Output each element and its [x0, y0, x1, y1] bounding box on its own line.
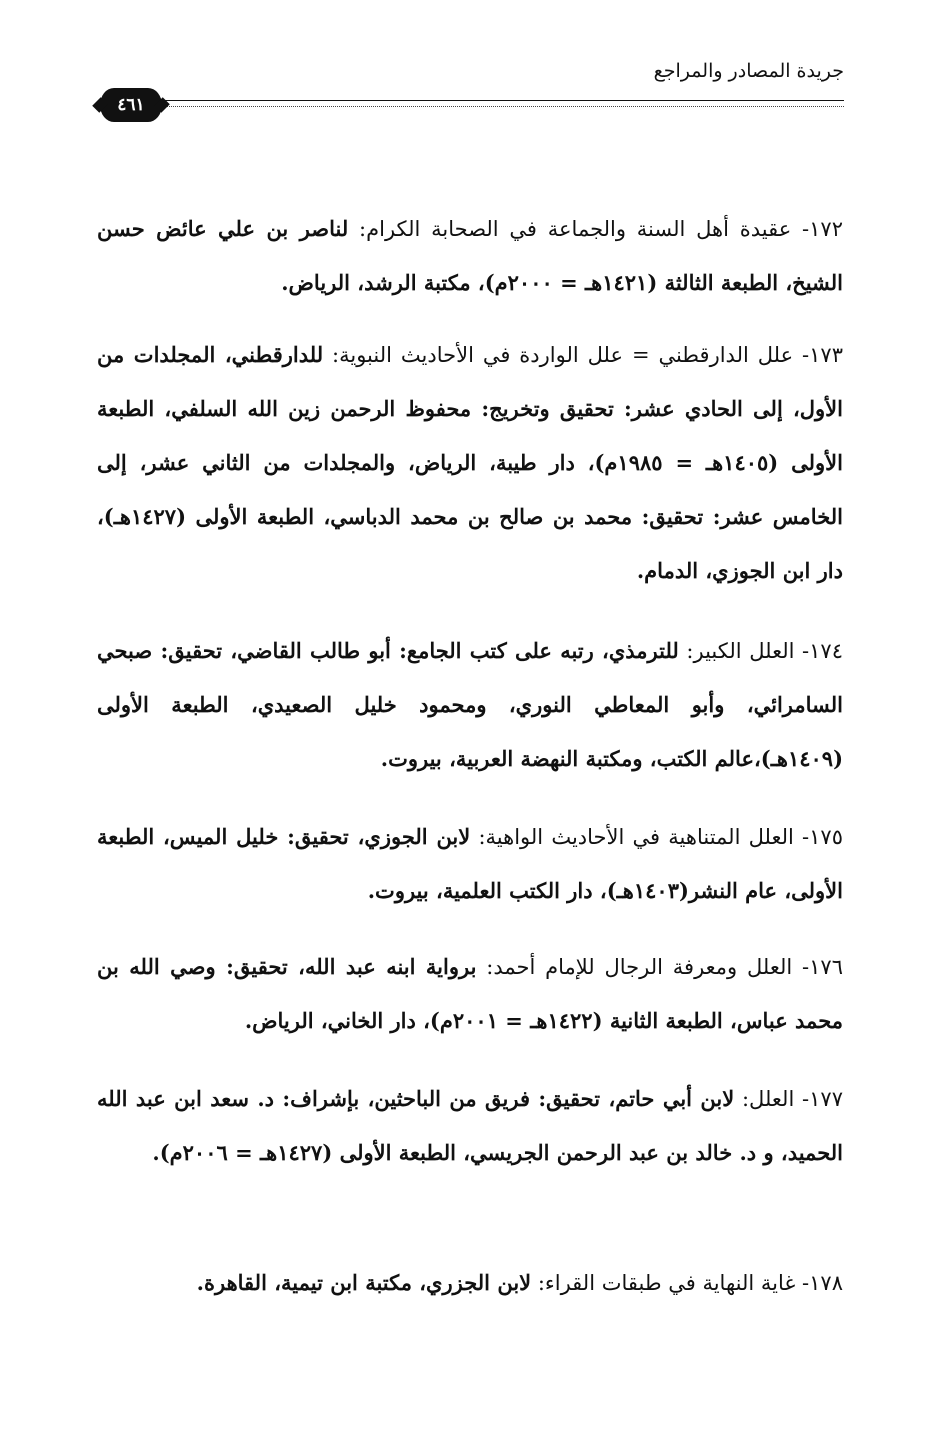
- bibliography-entry-172: [97, 202, 843, 310]
- bibliography-entry-177: [97, 1072, 843, 1180]
- entry-number: ١٧٦-: [792, 955, 843, 979]
- entry-details: لناصر بن علي عائض حسن الشيخ، الطبعة الثالثة (١٤٢١هـ = ٢٠٠٠م)، مكتبة الرشد، الرياض.: [97, 216, 843, 295]
- entry-details: لابن الجوزي، تحقيق: خليل الميس، الطبعة الأولى، عام النشر(١٤٠٣هـ)، دار الكتب العلمية، بيروت.: [97, 824, 843, 903]
- page-number-badge: ٤٦١: [100, 88, 162, 122]
- entry-details: لابن أبي حاتم، تحقيق: فريق من الباحثين، بإشراف: د. سعد ابن عبد الله الحميد، و د. خالد بن عبد الرحمن الجريسي، الطبعة الأولى (١٤٢٧هـ = ٢٠٠٦م).: [97, 1086, 843, 1165]
- entry-number: ١٧٢-: [791, 217, 843, 241]
- entry-title: علل الدارقطني = علل الواردة في الأحاديث النبوية:: [323, 343, 794, 367]
- bibliography-entry-178: [97, 1256, 843, 1310]
- entry-details: للدارقطني، المجلدات من الأول، إلى الحادي عشر: تحقيق وتخريج: محفوظ الرحمن زين الله السلفي، الطبعة الأولى (١٤٠٥هـ = ١٩٨٥م)، دار طيبة، الرياض، والمجلدات من الثاني عشر، إلى الخامس عشر: تحقيق: محمد بن صالح بن محمد الدباسي، الطبعة الأولى (١٤٢٧هـ)، دار ابن الجوزي، الدمام.: [97, 342, 843, 583]
- entry-number: ١٧٣-: [793, 343, 843, 367]
- entry-title: العلل المتناهية في الأحاديث الواهية:: [470, 825, 794, 849]
- entry-number: ١٧٨-: [795, 1271, 843, 1295]
- entry-details: للترمذي، رتبه على كتب الجامع: أبو طالب القاضي، تحقيق: صبحي السامرائي، وأبو المعاطي النوري، ومحمود خليل الصعيدي، الطبعة الأولى (١٤٠٩هـ)،عالم الكتب، ومكتبة النهضة العربية، بيروت.: [97, 638, 843, 771]
- entry-title: العلل:: [734, 1087, 795, 1111]
- header-dotted-rule: [152, 106, 844, 107]
- bibliography-entry-176: [97, 940, 843, 1048]
- entry-title: غاية النهاية في طبقات القراء:: [531, 1271, 796, 1295]
- entry-details: برواية ابنه عبد الله، تحقيق: وصي الله بن محمد عباس، الطبعة الثانية (١٤٢٢هـ = ٢٠٠١م)، دار الخاني، الرياض.: [97, 954, 843, 1033]
- header-rule: [152, 100, 844, 101]
- bibliography-entry-174: [97, 624, 843, 786]
- entry-title: عقيدة أهل السنة والجماعة في الصحابة الكرام:: [348, 217, 792, 241]
- entry-number: ١٧٤-: [794, 639, 843, 663]
- bibliography-entry-173: [97, 328, 843, 598]
- running-title: جريدة المصادر والمراجع: [653, 60, 844, 82]
- entry-title: العلل ومعرفة الرجال للإمام أحمد:: [476, 955, 793, 979]
- entry-details: لابن الجزري، مكتبة ابن تيمية، القاهرة.: [196, 1270, 532, 1295]
- entry-number: ١٧٥-: [793, 825, 843, 849]
- bibliography-entry-175: [97, 810, 843, 918]
- entry-title: العلل الكبير:: [678, 639, 795, 663]
- entry-number: ١٧٧-: [794, 1087, 843, 1111]
